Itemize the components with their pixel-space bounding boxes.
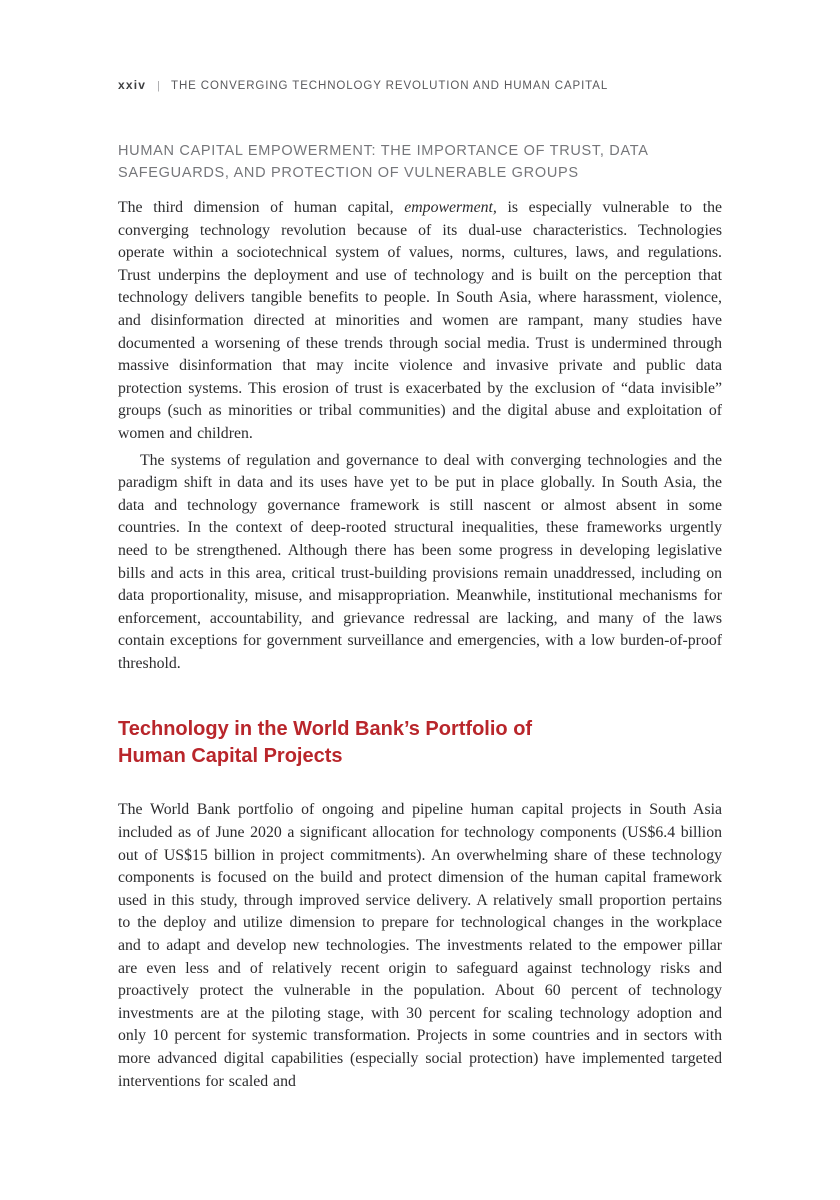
paragraph-1-italic-term: empowerment,	[404, 199, 497, 216]
paragraph-1	[118, 197, 722, 446]
header-separator: |	[157, 80, 161, 92]
running-title: THE CONVERGING TECHNOLOGY REVOLUTION AND HUMAN CAPITAL	[171, 80, 609, 92]
paragraph-3: The World Bank portfolio of ongoing and pipeline human capital projects in South Asia included as of June 2020 a significant allocation for technology components (US$6.4 billion out of US$15 billion in project commitments). An overwhelming share of these technology components is focused on the build and protect dimension of the human capital framework used in this study, through improved service delivery. A relatively small proportion pertains to the deploy and utilize dimension to prepare for technological changes in the workplace and to adapt and develop new technologies. The investments related to the empower pillar are even less and of relatively recent origin to safeguard against technology risks and proactively protect the vulnerable in the population. About 60 percent of technology investments are at the piloting stage, with 30 percent for scaling technology adoption and only 10 percent for systemic transformation. Projects in some countries and in sectors with more advanced digital capabilities (especially social protection) have implemented targeted interventions for scaled and	[118, 801, 722, 1090]
subsection-heading-line1: Technology in the World Bank’s Portfolio of	[118, 718, 533, 741]
subsection-heading	[118, 716, 722, 770]
paragraph-2: The systems of regulation and governance to deal with converging technologies and the paradigm shift in data and its uses have yet to be put in place globally. In South Asia, the data and technology governance framework is still nascent or almost absent in some countries. In the context of deep-rooted structural inequalities, these frameworks urgently need to be strengthened. Although there has been some progress in developing legislative bills and acts in this area, critical trust-building provisions remain unaddressed, including on data proportionality, misuse, and misappropriation. Meanwhile, institutional mechanisms for enforcement, accountability, and grievance redressal are lacking, and many of the laws contain exceptions for government surveillance and emergencies, with a low burden-of-proof threshold.	[118, 451, 722, 672]
page-content	[118, 0, 722, 1093]
paragraph-1-text-before: The third dimension of human capital,	[118, 199, 405, 216]
section-heading: HUMAN CAPITAL EMPOWERMENT: THE IMPORTANCE OF TRUST, DATA SAFEGUARDS, AND PROTECTION OF VULNERABLE GROUPS	[118, 143, 648, 181]
paragraph-1-text-after: is especially vulnerable to the converging technology revolution because of its dual-use characteristics. Technologies operate within a sociotechnical system of values, norms, cultures, laws, and regulations. Trust underpins the deployment and use of technology and is built on the perception that technology delivers tangible benefits to people. In South Asia, where harassment, violence, and disinformation directed at minorities and women are rampant, many studies have documented a worsening of these trends through social media. Trust is undermined through massive disinformation that may incite violence and invasive private and public data protection systems. This erosion of trust is exacerbated by the exclusion of “data invisible” groups (such as minorities or tribal communities) and the digital abuse and exploitation of women and children.	[118, 199, 722, 442]
page-number: xxiv	[118, 78, 147, 92]
subsection-heading-line2: Human Capital Projects	[118, 745, 343, 768]
running-header	[118, 78, 722, 92]
